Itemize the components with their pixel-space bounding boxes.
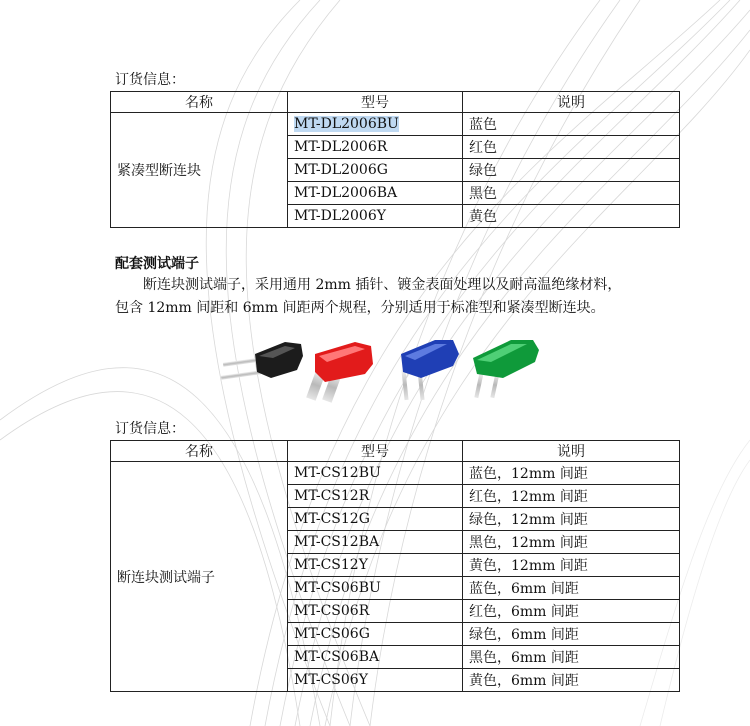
description-cell: 黄色 [463,205,680,228]
model-cell: MT-CS06R [288,600,463,623]
section-heading-test-terminals: 配套测试端子 [115,256,199,272]
paragraph-line: 断连块测试端子，采用通用 2mm 插针、镀金表面处理以及耐高温绝缘材料， [143,277,622,293]
description-cell: 黑色，12mm 间距 [463,531,680,554]
red-test-plug [306,342,373,403]
model-cell: MT-DL2006BA [288,182,463,205]
model-cell: MT-CS12G [288,508,463,531]
black-test-plug [221,342,303,380]
paragraph-line: 包含 12mm 间距和 6mm 间距两个规程，分别适用于标准型和紧凑型断连块。 [115,300,605,316]
model-cell: MT-CS12BU [288,462,463,485]
description-cell: 绿色，6mm 间距 [463,623,680,646]
description-cell: 红色 [463,136,680,159]
description-cell: 蓝色 [463,113,680,136]
header-model: 型号 [288,441,463,462]
description-cell: 黄色，12mm 间距 [463,554,680,577]
description-cell: 黄色，6mm 间距 [463,669,680,692]
description-cell: 绿色 [463,159,680,182]
description-cell: 黑色，6mm 间距 [463,646,680,669]
model-cell: MT-DL2006G [288,159,463,182]
table-row [111,113,680,136]
model-cell: MT-DL2006Y [288,205,463,228]
description-cell: 蓝色，12mm 间距 [463,462,680,485]
model-cell: MT-CS12R [288,485,463,508]
product-name-cell: 断连块测试端子 [111,462,288,692]
model-cell [288,113,463,136]
description-cell: 红色，6mm 间距 [463,600,680,623]
model-cell: MT-CS06Y [288,669,463,692]
description-paragraph [115,274,655,320]
model-cell: MT-CS06G [288,623,463,646]
order-info-label-1: 订货信息： [115,72,185,88]
description-cell: 黑色 [463,182,680,205]
table-header-row [111,441,680,462]
test-terminals-product-photo [215,332,560,407]
header-name: 名称 [111,441,288,462]
table-row [111,462,680,485]
blue-test-plug [401,340,459,400]
model-cell: MT-CS06BU [288,577,463,600]
order-info-label-2: 订货信息： [115,421,185,437]
description-cell: 蓝色，6mm 间距 [463,577,680,600]
order-table-test-terminals [110,440,680,692]
header-description: 说明 [463,441,680,462]
header-name: 名称 [111,92,288,113]
table-header-row [111,92,680,113]
model-cell: MT-CS06BA [288,646,463,669]
header-description: 说明 [463,92,680,113]
product-name-cell: 紧凑型断连块 [111,113,288,228]
description-cell: 绿色，12mm 间距 [463,508,680,531]
description-cell: 红色，12mm 间距 [463,485,680,508]
green-test-plug [473,340,539,398]
model-cell: MT-CS12Y [288,554,463,577]
header-model: 型号 [288,92,463,113]
order-table-breakout-blocks [110,91,680,228]
selected-text-highlight[interactable]: MT-DL2006BU [294,116,399,132]
model-cell: MT-CS12BA [288,531,463,554]
model-cell: MT-DL2006R [288,136,463,159]
